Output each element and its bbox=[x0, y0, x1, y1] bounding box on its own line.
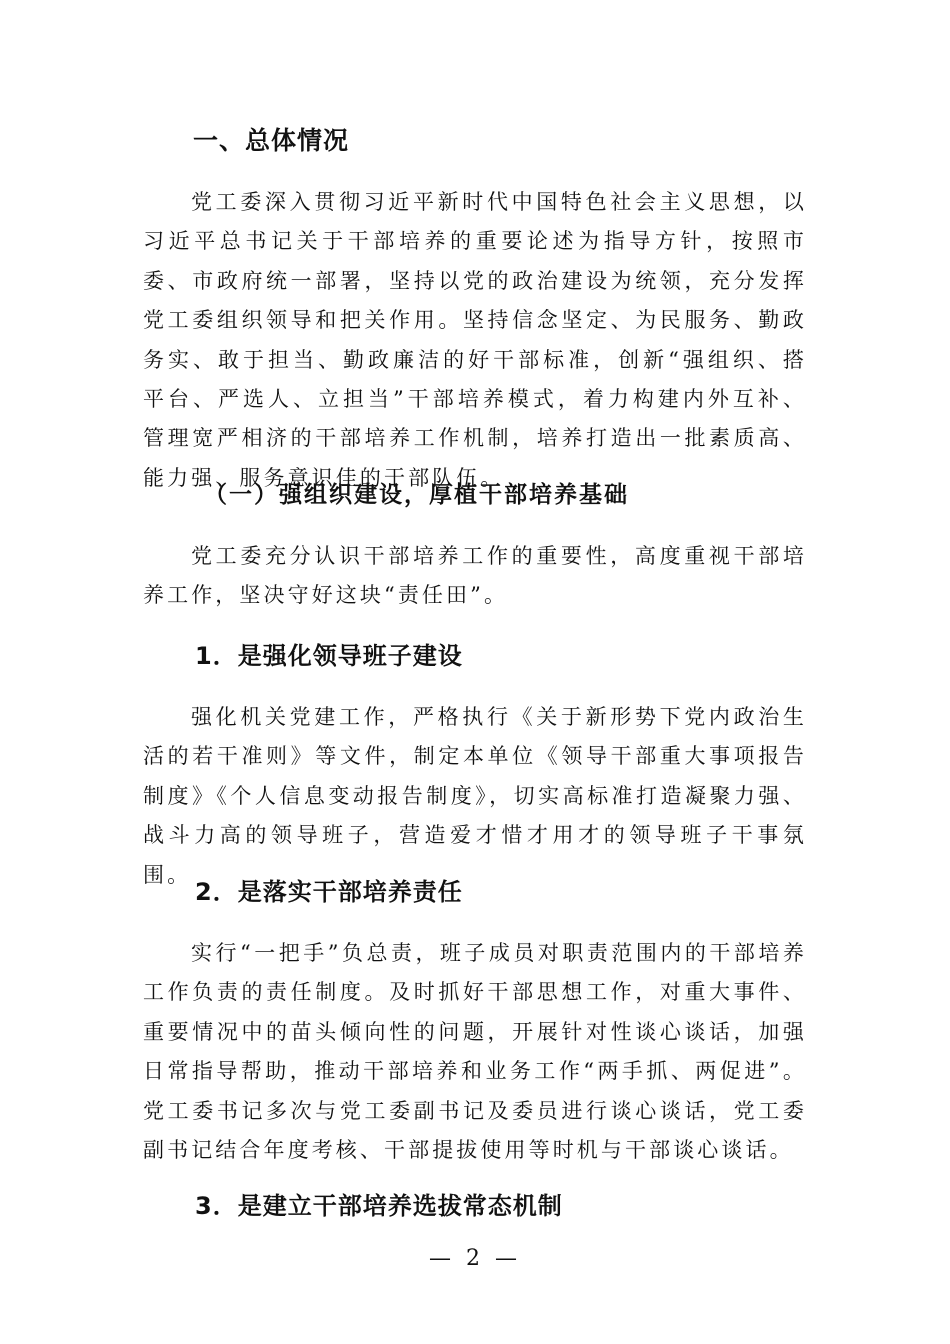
paragraph-item-2: 实行“一把手”负总责，班子成员对职责范围内的干部培养工作负责的责任制度。及时抓好干部思想工作，对重大事件、重要情况中的苗头倾向性的问题，开展针对性谈心谈话，加强日常指导帮助，推动干部培养和业务工作“两手抓、两促进”。党工委书记多次与党工委副书记及委员进行谈心谈话，党工委副书记结合年度考核、干部提拔使用等时机与干部谈心谈话。 bbox=[143, 941, 807, 1163]
heading-item-1: 1．是强化领导班子建设 bbox=[195, 642, 463, 670]
heading-item-2: 2．是落实干部培养责任 bbox=[195, 878, 463, 906]
heading-section-1: （一）强组织建设，厚植干部培养基础 bbox=[204, 482, 629, 508]
paragraph-section-1: 党工委充分认识干部培养工作的重要性，高度重视干部培养工作，坚决守好这块“责任田”。 bbox=[143, 544, 807, 608]
heading-overview: 一、总体情况 bbox=[193, 126, 350, 155]
paragraph-overview: 党工委深入贯彻习近平新时代中国特色社会主义思想，以习近平总书记关于干部培养的重要论述为指导方针，按照市委、市政府统一部署，坚持以党的政治建设为统领，充分发挥党工委组织领导和把关作用。坚持信念坚定、为民服务、勤政务实、敢于担当、勤政廉洁的好干部标准，创新“强组织、搭平台、严选人、立担当”干部培养模式，着力构建内外互补、管理宽严相济的干部培养工作机制，培养打造出一批素质高、能力强、服务意识佳的干部队伍。 bbox=[143, 190, 807, 490]
heading-item-3: 3．是建立干部培养选拔常态机制 bbox=[195, 1192, 563, 1220]
page-number: — 2 — bbox=[429, 1246, 521, 1271]
paragraph-item-1: 强化机关党建工作，严格执行《关于新形势下党内政治生活的若干准则》等文件，制定本单位《领导干部重大事项报告制度》《个人信息变动报告制度》，切实高标准打造凝聚力强、战斗力高的领导班子，营造爱才惜才用才的领导班子干事氛围。 bbox=[143, 705, 807, 887]
